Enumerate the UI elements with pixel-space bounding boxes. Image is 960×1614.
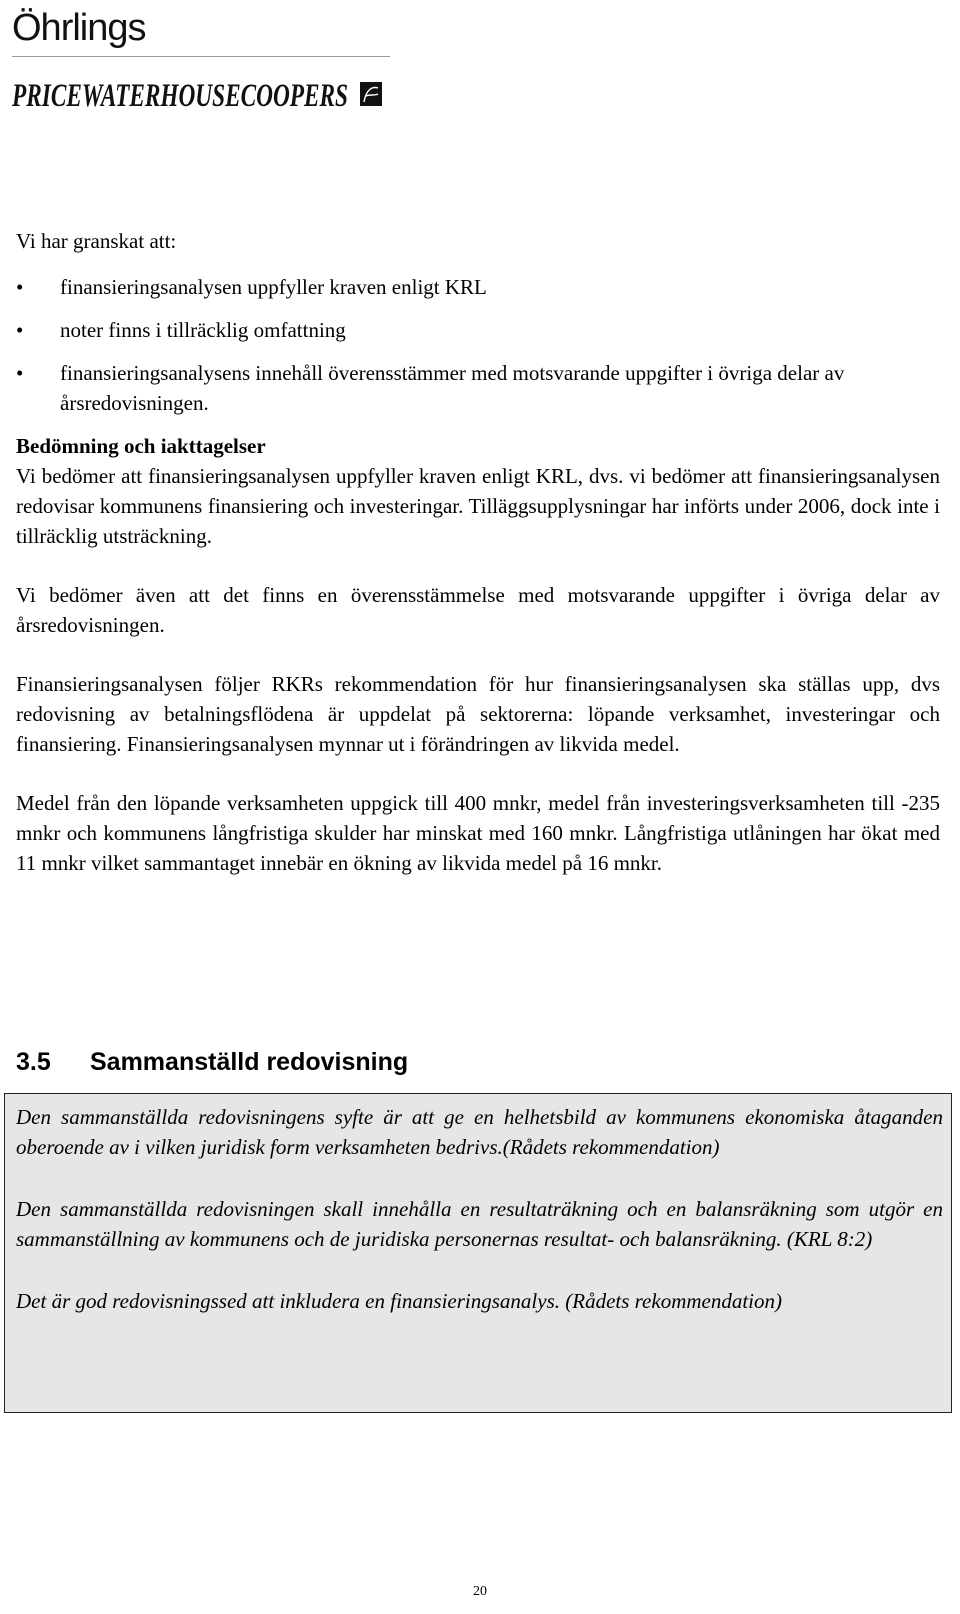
pricewaterhousecoopers-logo [12, 72, 392, 118]
bullet-icon: • [16, 361, 24, 385]
list-item [16, 358, 940, 418]
recommendation-cash-flow: Det är god redovisningssed att inkludera en finansieringsanalys. (Rådets rekommendation) [16, 1289, 783, 1313]
section-number: 3.5 [16, 1048, 51, 1076]
bullet-icon: • [16, 318, 24, 342]
section-heading [16, 1046, 916, 1078]
list-item-text: finansieringsanalysens innehåll överensstämmer med motsvarande uppgifter i övriga delar av årsredovisningen. [60, 361, 845, 415]
review-intro: Vi har granskat att: [16, 229, 177, 253]
assessment-heading: Bedömning och iakttagelser [16, 434, 266, 458]
structure-paragraph: Finansieringsanalysen följer RKRs rekommendation för hur finansieringsanalysen ska ställas upp, dvs redovisning av betalningsflödena är uppdelat på sektorerna: löpande verksamhet, investeringar och finansiering. Finansieringsanalysen mynnar ut i förändringen av likvida medel. [16, 672, 940, 756]
review-section [16, 226, 940, 878]
header-divider [12, 56, 390, 57]
page-header [11, 6, 392, 114]
page-number: 20 [473, 1584, 487, 1599]
recommendation-box [4, 1093, 952, 1413]
logo-wordmark: PRICEWATERHOUSECOOPERS [11, 78, 348, 114]
list-item-text: finansieringsanalysen uppfyller kraven enligt KRL [60, 275, 487, 299]
section-title: Sammanställd redovisning [90, 1048, 409, 1076]
recommendation-purpose: Den sammanställda redovisningens syfte är att ge en helhetsbild av kommunens ekonomiska åtaganden oberoende av i vilken juridisk form verksamheten bedrivs.(Rådets rekommendation) [16, 1105, 943, 1159]
bullet-icon: • [16, 275, 24, 299]
logo-seal [360, 82, 382, 106]
review-checklist [16, 272, 940, 418]
list-item-text: noter finns i tillräcklig omfattning [60, 318, 346, 342]
assessment-paragraph: Vi bedömer att finansieringsanalysen uppfyller kraven enligt KRL, dvs. vi bedömer att finansieringsanalysen redovisar kommunens finansiering och investeringar. Tilläggsupplysningar har införts under 2006, dock inte i tillräcklig utsträckning. [16, 464, 940, 548]
list-item [16, 272, 940, 302]
firm-name: Öhrlings [12, 7, 146, 49]
list-item [16, 315, 940, 345]
consistency-paragraph: Vi bedömer även att det finns en överensstämmelse med motsvarande uppgifter i övriga delar av årsredovisningen. [16, 583, 940, 637]
figures-paragraph: Medel från den löpande verksamheten uppgick till 400 mnkr, medel från investeringsverksamheten till -235 mnkr och kommunens långfristiga skulder har minskat med 160 mnkr. Långfristiga utlåningen har ökat med 11 mnkr vilket sammantaget innebär en ökning av likvida medel på 16 mnkr. [16, 791, 940, 875]
recommendation-content: Den sammanställda redovisningen skall innehålla en resultaträkning och en balansräkning som utgör en sammanställning av kommunens och de juridiska personernas resultat- och balansräkning. (KRL 8:2) [16, 1197, 943, 1251]
